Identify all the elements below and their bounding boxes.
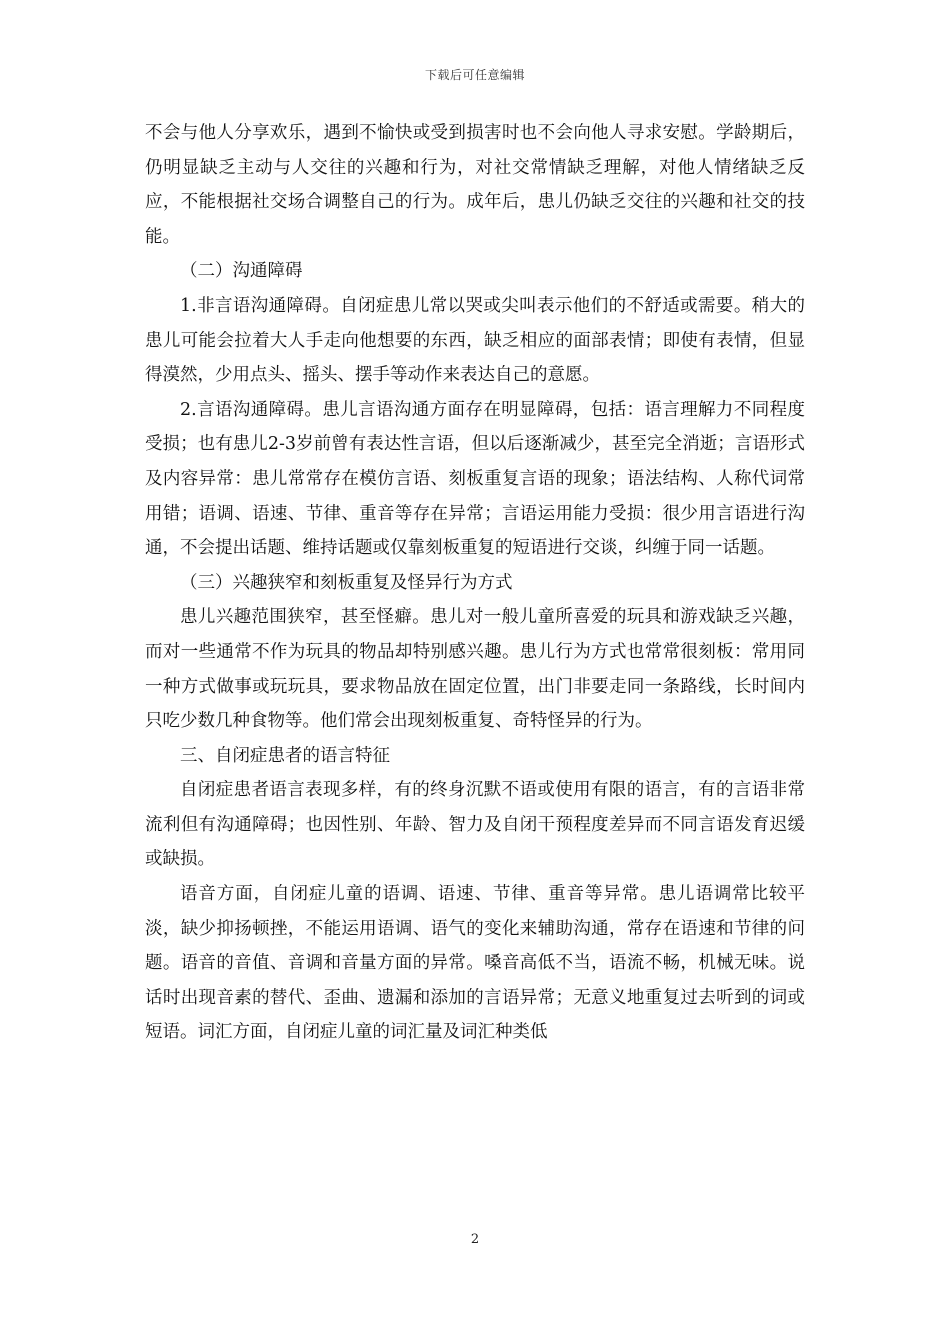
page-number: 2 [470,1232,480,1247]
paragraph-phonetics: 语音方面，自闭症儿童的语调、语速、节律、重音等异常。患儿语调常比较平淡，缺少抑扬顿挫，不能运用语调、语气的变化来辅助沟通，常存在语速和节律的问题。语音的音值、音调和音量方面的异常。嗓音高低不当，语流不畅，机械无味。说话时出现音素的替代、歪曲、遗漏和添加的言语异常；无意义地重复过去听到的词或短语。词汇方面，自闭症儿童的词汇量及词汇种类低 [145,884,805,1043]
page-header: 下载后可任意编辑 [424,68,525,82]
section-heading-interests: （三）兴趣狭窄和刻板重复及怪异行为方式 [180,572,513,593]
section-heading-language-features: 三、自闭症患者的语言特征 [180,745,390,766]
paragraph-language-overview: 自闭症患者语言表现多样，有的终身沉默不语或使用有限的语言，有的言语非常流利但有沟通障碍；也因性别、年龄、智力及自闭干预程度差异而不同言语发育迟缓或缺损。 [145,780,805,870]
paragraph-interests: 患儿兴趣范围狭窄，甚至怪癖。患儿对一般儿童所喜爱的玩具和游戏缺乏兴趣，而对一些通常不作为玩具的物品却特别感兴趣。患儿行为方式也常常很刻板：常用同一种方式做事或玩玩具，要求物品放在固定位置，出门非要走同一条路线，长时间内只吃少数几种食物等。他们常会出现刻板重复、奇特怪异的行为。 [145,607,805,732]
document-body [145,116,805,1050]
paragraph-social-continued: 不会与他人分享欢乐，遇到不愉快或受到损害时也不会向他人寻求安慰。学龄期后，仍明显缺乏主动与人交往的兴趣和行为，对社交常情缺乏理解，对他人情绪缺乏反应，不能根据社交场合调整自己的行为。成年后，患儿仍缺乏交往的兴趣和社交的技能。 [145,123,805,247]
paragraph-verbal-communication: 2.言语沟通障碍。患儿言语沟通方面存在明显障碍，包括：语言理解力不同程度受损；也有患儿2-3岁前曾有表达性言语，但以后逐渐减少，甚至完全消逝；言语形式及内容异常：患儿常常存在模仿言语、刻板重复言语的现象；语法结构、人称代词常用错；语调、语速、节律、重音等存在异常；言语运用能力受损：很少用言语进行沟通，不会提出话题、维持话题或仅靠刻板重复的短语进行交谈，纠缠于同一话题。 [145,399,805,559]
section-heading-communication: （二）沟通障碍 [180,261,303,282]
paragraph-nonverbal-communication: 1.非言语沟通障碍。自闭症患儿常以哭或尖叫表示他们的不舒适或需要。稍大的患儿可能会拉着大人手走向他想要的东西，缺乏相应的面部表情；即使有表情，但显得漠然，少用点头、摇头、摆手等动作来表达自己的意愿。 [145,295,805,386]
